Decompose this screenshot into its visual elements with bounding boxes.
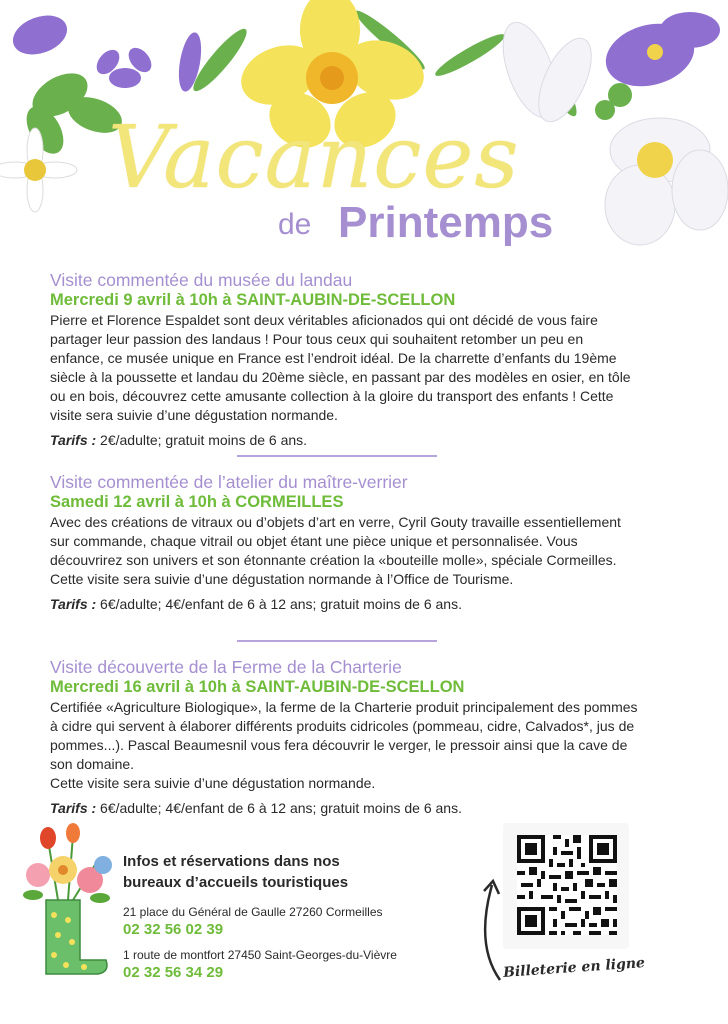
title-de: de — [278, 208, 312, 241]
event-paragraph: Pierre et Florence Espaldet sont deux véritables aficionados qui ont décidé de vous faire partager leur passion des landaus ! Pour tous ceux qui souhaitent retomber un peu en enfance, ce musée unique en France est l’endroit idéal. De la charrette d’enfants du 19ème siècle à la poussette et landau du 20ème siècle, en passant par des modèles en osier, en tôle ou en bois, découvrez cette amusante collection à la gloire du transport des enfants ! Cette visite sera suivie d’une dégustation normande. — [50, 312, 631, 423]
event-atelier-verrier — [50, 472, 640, 614]
event-date-place: Mercredi 16 avril à 10h à SAINT-AUBIN-DE-SCELLON — [50, 678, 465, 696]
bouquet-in-boot-illustration — [18, 820, 118, 980]
tarifs-value: 6€/adulte; 4€/enfant de 6 à 12 ans; gratuit moins de 6 ans. — [96, 596, 462, 612]
event-title: Visite commentée du musée du landau — [50, 270, 353, 290]
event-description — [50, 513, 640, 589]
event-paragraph: Avec des créations de vitraux ou d’objets d’art en verre, Cyril Gouty travaille essentiellement sur commande, chaque vitrail ou objet étant une pièce unique et personnalisée. Vous découvrirez son univers et son étonnante création la «bouteille molle», spéciale Cormeilles. — [50, 514, 621, 568]
event-paragraph: Cette visite sera suivie d’une dégustation normande. — [50, 775, 376, 791]
tarifs-value: 2€/adulte; gratuit moins de 6 ans. — [96, 432, 308, 448]
title-vacances: Vacances — [108, 108, 520, 208]
event-paragraph: Certifiée «Agriculture Biologique», la ferme de la Charterie produit principalement des pommes à cidre qui servent à élaborer différents produits cidricoles (pommeau, cidre, Calvados*, jus de pommes...). Pascal Beaumesnil vous fera découvrir le verger, le pressoir ainsi que la cave de son domaine. — [50, 699, 638, 772]
tarifs-value: 6€/adulte; 4€/enfant de 6 à 12 ans; gratuit moins de 6 ans. — [96, 800, 462, 816]
title-printemps: Printemps — [338, 198, 554, 247]
info-heading-line2: bureaux d’accueils touristiques — [123, 874, 349, 891]
office1-phone[interactable]: 02 32 56 02 39 — [123, 921, 224, 938]
event-tarifs — [50, 431, 640, 450]
separator-line — [237, 640, 437, 642]
event-date-place: Samedi 12 avril à 10h à CORMEILLES — [50, 493, 344, 511]
event-tarifs — [50, 595, 640, 614]
event-ferme-charterie — [50, 657, 640, 818]
event-musee-landau — [50, 270, 640, 450]
event-title: Visite découverte de la Ferme de la Charterie — [50, 657, 402, 677]
office2-phone[interactable]: 02 32 56 34 29 — [123, 964, 224, 981]
info-block — [123, 851, 453, 983]
event-title: Visite commentée de l’atelier du maître-verrier — [50, 472, 408, 492]
tarifs-label: Tarifs : — [50, 596, 97, 612]
tarifs-label: Tarifs : — [50, 800, 97, 816]
event-date-place: Mercredi 9 avril à 10h à SAINT-AUBIN-DE-SCELLON — [50, 291, 456, 309]
office1-address: 21 place du Général de Gaulle 27260 Cormeilles — [123, 905, 383, 919]
separator-line — [237, 455, 437, 457]
tarifs-label: Tarifs : — [50, 432, 97, 448]
office2-address: 1 route de montfort 27450 Saint-Georges-du-Vièvre — [123, 948, 397, 962]
event-paragraph: Cette visite sera suivie d’une dégustation normande à l’Office de Tourisme. — [50, 571, 514, 587]
event-tarifs — [50, 799, 640, 818]
info-heading-line1: Infos et réservations dans nos — [123, 853, 340, 870]
qr-code[interactable] — [503, 823, 629, 949]
qr-caption: Billeterie en ligne — [502, 955, 646, 981]
event-description — [50, 311, 640, 425]
event-description — [50, 698, 640, 793]
